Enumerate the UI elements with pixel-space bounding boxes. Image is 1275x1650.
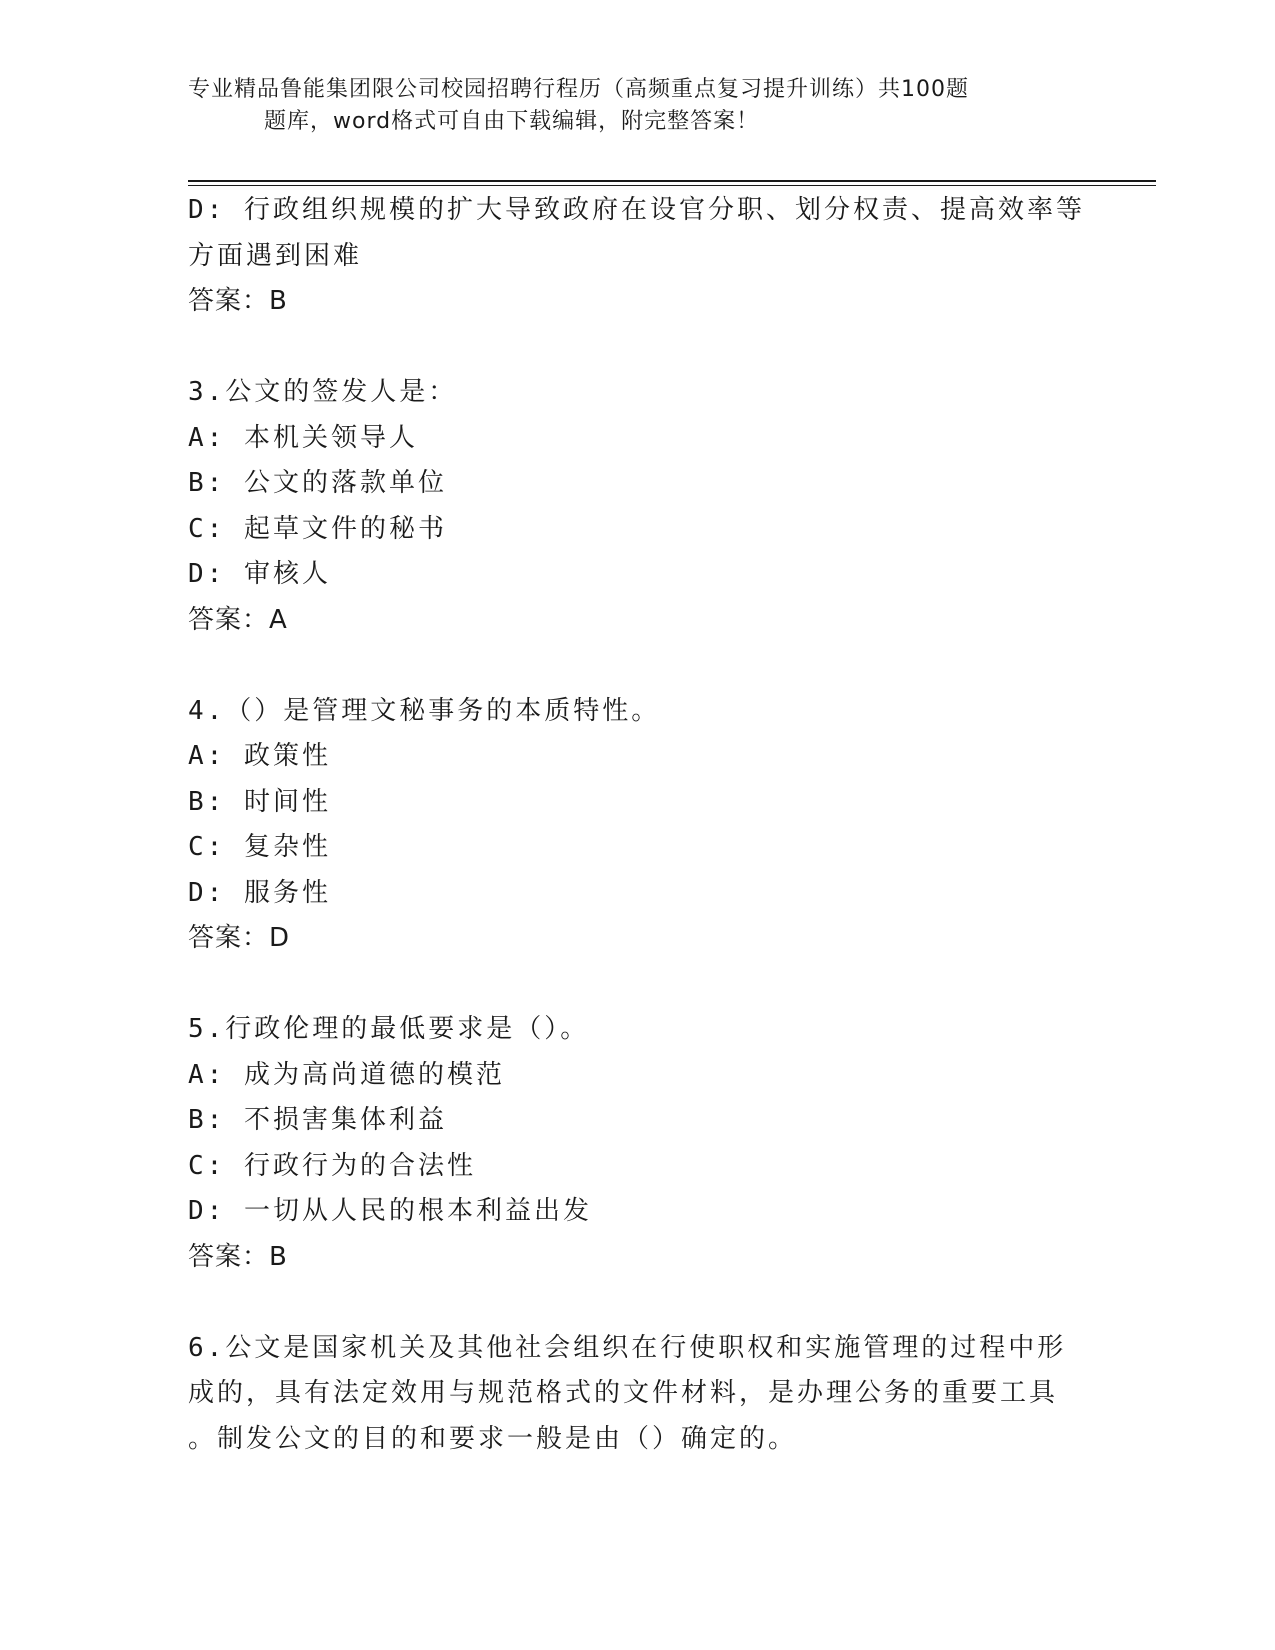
option-d: D: 服务性 <box>188 877 331 908</box>
option-d: D: 审核人 <box>188 559 331 589</box>
option-d: D: 一切从人民的根本利益出发 <box>188 1196 592 1226</box>
header-line-1: 专业精品鲁能集团限公司校园招聘行程历（高频重点复习提升训练）共100题 <box>188 77 969 102</box>
spacer <box>188 325 1088 371</box>
question-list <box>188 188 1088 1462</box>
question-text: 4.（）是管理文秘事务的本质特性。 <box>188 695 661 726</box>
question-text-line-2: 成的，具有法定效用与规范格式的文件材料，是办理公务的重要工具 <box>188 1378 1059 1408</box>
header-rule-thick <box>188 180 1156 182</box>
option-b: B: 时间性 <box>188 786 331 817</box>
answer-3: 答案：A <box>188 604 288 635</box>
answer-4: 答案：D <box>188 923 291 953</box>
header-rule-thin <box>188 185 1156 186</box>
option-b: B: 公文的落款单位 <box>188 468 447 498</box>
answer-5: 答案：B <box>188 1241 288 1272</box>
option-d-line-1: D: 行政组织规模的扩大导致政府在设官分职、划分权责、提高效率等 <box>188 195 1085 225</box>
question-4 <box>188 689 1088 962</box>
spacer <box>188 1280 1088 1326</box>
question-5 <box>188 1007 1088 1280</box>
question-2-tail <box>188 188 1088 325</box>
option-c: C: 起草文件的秘书 <box>188 513 447 544</box>
document-header <box>188 74 1068 138</box>
option-a: A: 政策性 <box>188 741 331 771</box>
option-c: C: 复杂性 <box>188 832 331 862</box>
answer-2: 答案：B <box>188 286 288 316</box>
option-a: A: 本机关领导人 <box>188 422 418 453</box>
option-d-line-2: 方面遇到困难 <box>188 240 363 271</box>
option-a: A: 成为高尚道德的模范 <box>188 1059 505 1090</box>
option-c: C: 行政行为的合法性 <box>188 1150 476 1181</box>
question-6 <box>188 1326 1088 1463</box>
question-3 <box>188 370 1088 643</box>
question-text-line-3: 。制发公文的目的和要求一般是由（）确定的。 <box>188 1423 798 1454</box>
header-line-2: 题库，word格式可自由下载编辑，附完整答案！ <box>264 109 760 134</box>
spacer <box>188 643 1088 689</box>
spacer <box>188 962 1088 1008</box>
question-text: 5.行政伦理的最低要求是（）。 <box>188 1014 590 1044</box>
question-text: 3.公文的签发人是： <box>188 377 458 407</box>
option-b: B: 不损害集体利益 <box>188 1105 447 1135</box>
question-text-line-1: 6.公文是国家机关及其他社会组织在行使职权和实施管理的过程中形 <box>188 1332 1067 1363</box>
